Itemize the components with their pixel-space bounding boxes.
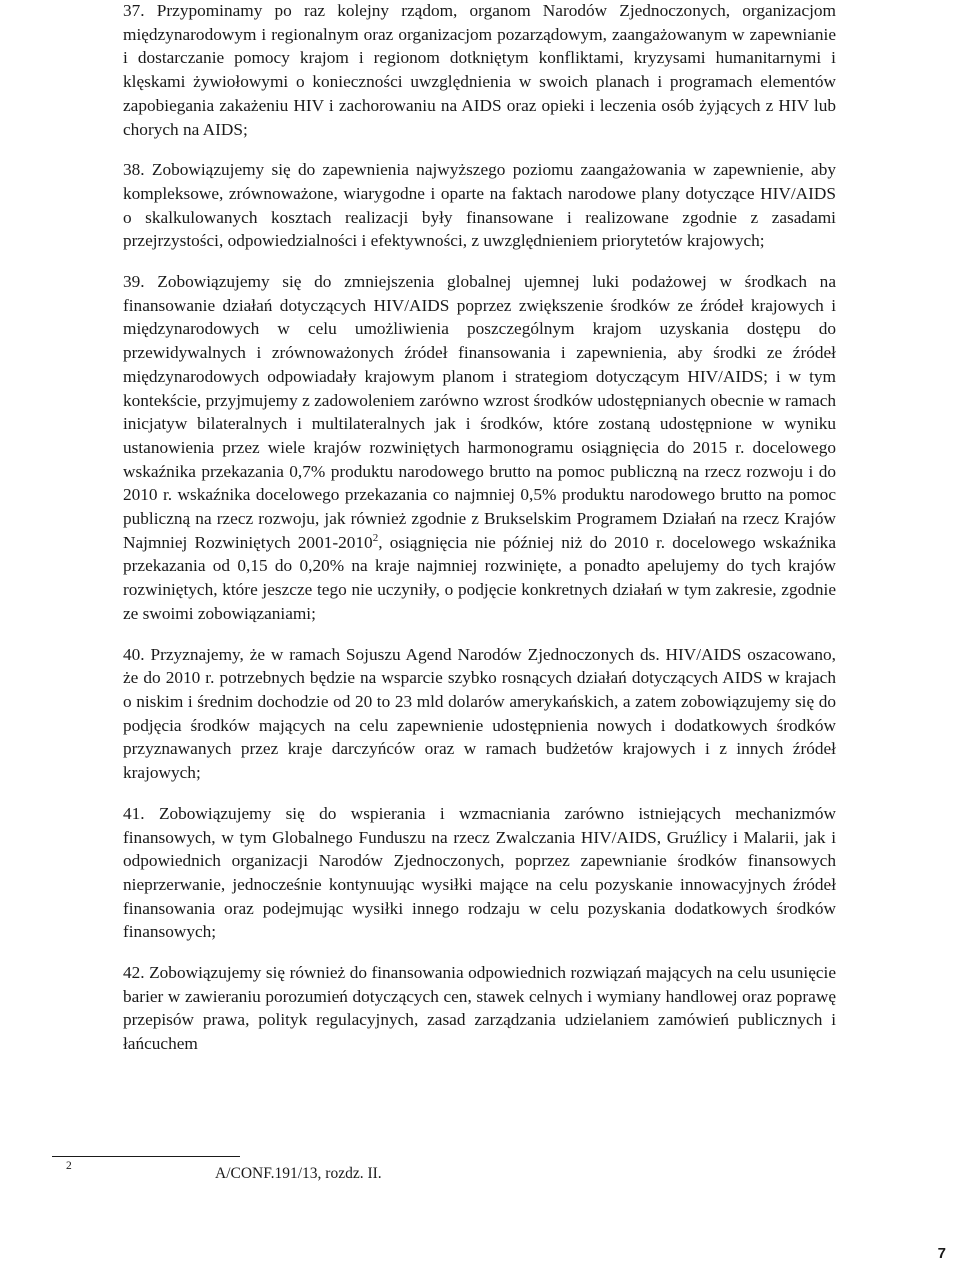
paragraph-42 bbox=[123, 961, 836, 1056]
paragraph-number: 40. bbox=[123, 644, 145, 664]
paragraph-number: 41. bbox=[123, 803, 145, 823]
paragraph-41 bbox=[123, 802, 836, 944]
paragraph-text: Zobowiązujemy się do wspierania i wzmacniania zarówno istniejących mechanizmów finansowych, w tym Globalnego Funduszu na rzecz Zwalczania HIV/AIDS, Gruźlicy i Malarii, jak i odpowiednich organizacji Narodów Zjednoczonych, poprzez zapewnianie środków finansowych nieprzerwanie, jednocześnie kontynuując wysiłki mające na celu pozyskanie innowacyjnych źródeł finansowania oraz podejmując wysiłki innego rodzaju w celu pozyskania dodatkowych środków finansowych; bbox=[123, 803, 836, 942]
footnote-text: A/CONF.191/13, rozdz. II. bbox=[215, 1165, 382, 1182]
paragraph-number: 42. bbox=[123, 963, 145, 983]
paragraph-39 bbox=[123, 270, 836, 626]
paragraph-text: Przyznajemy, że w ramach Sojuszu Agend Narodów Zjednoczonych ds. HIV/AIDS oszacowano, że do 2010 r. potrzebnych będzie na wsparcie szybko rosnących działań dotyczących AIDS w krajach o niskim i średnim dochodzie od 20 to 23 mld dolarów amerykańskich, a zatem zobowiązujemy się do podjęcia środków mających na celu zapewnienie udostępnienia nowych i dodatkowych środków przyznawanych przez kraje darczyńców oraz w ramach budżetów krajowych i z innych źródeł krajowych; bbox=[123, 644, 836, 783]
paragraph-38 bbox=[123, 158, 836, 253]
paragraph-40 bbox=[123, 643, 836, 785]
paragraph-number: 37. bbox=[123, 1, 145, 20]
paragraph-text-continued: , osiągnięcia nie później niż do 2010 r. docelowego wskaźnika przekazania od 0,15 do 0,20% na kraje najmniej rozwinięte, a ponadto apelujemy do tych krajów rozwiniętych, które jeszcze tego nie uczyniły, o podjęcie konkretnych działań w tym zakresie, zgodnie ze swoimi zobowiązaniami; bbox=[123, 532, 836, 623]
paragraph-37 bbox=[123, 0, 836, 141]
paragraph-text: Zobowiązujemy się do zmniejszenia globalnej ujemnej luki podażowej w środkach na finansowanie działań dotyczących HIV/AIDS poprzez zwiększenie środków ze źródeł krajowych i międzynarodowych w celu umożliwienia poszczególnym krajom uzyskania dostępu do przewidywalnych i zrównoważonych źródeł finansowania i zapewnienia, aby środki ze źródeł międzynarodowych odpowiadały krajowym planom i strategiom dotyczącym HIV/AIDS; i w tym kontekście, przyjmujemy z zadowoleniem zarówno wzrost środków udostępnianych obecnie w ramach inicjatyw bilateralnych i multilateralnych jak i środków, które zostaną udostępnione w wyniku ustanowienia przez wiele krajów rozwiniętych harmonogramu osiągnięcia do 2015 r. docelowego wskaźnika przekazania 0,7% produktu narodowego brutto na pomoc publiczną na rzecz rozwoju i do 2010 r. wskaźnika docelowego przekazania co najmniej 0,5% produktu narodowego brutto na pomoc publiczną na rzecz rozwoju, jak również zgodnie z Brukselskim Programem Działań na rzecz Krajów Najmniej Rozwiniętych 2001-2010 bbox=[123, 272, 836, 552]
document-body bbox=[123, 0, 836, 1073]
footnote-reference[interactable]: 2 bbox=[372, 532, 379, 544]
paragraph-number: 39. bbox=[123, 272, 145, 292]
paragraph-text: Zobowiązujemy się również do finansowania odpowiednich rozwiązań mających na celu usunięcie barier w zawieraniu porozumień dotyczących cen, stawek celnych i wymiany handlowej oraz poprawę przepisów prawa, polityk regulacyjnych, zasad zarządzania udzielaniem zamówień publicznych i łańcuchem bbox=[123, 963, 837, 1054]
paragraph-text: Zobowiązujemy się do zapewnienia najwyższego poziomu zaangażowania w zapewnienie, aby kompleksowe, zrównoważone, wiarygodne i oparte na faktach narodowe plany dotyczące HIV/AIDS o skalkulowanych kosztach realizacji były finansowane i realizowane zgodnie z zasadami przejrzystości, odpowiedzialności i efektywności, z uwzględnieniem priorytetów krajowych; bbox=[123, 160, 836, 251]
page-number: 7 bbox=[937, 1245, 946, 1262]
paragraph-text: Przypominamy po raz kolejny rządom, organom Narodów Zjednoczonych, organizacjom międzynarodowym i regionalnym oraz organizacjom pozarządowym, zaangażowanym w zapewnianie i dostarczanie pomocy krajom i regionom dotkniętym konfliktami, kryzysami humanitarnymi i klęskami żywiołowymi o konieczności uwzględnienia w swoich planach i programach elementów zapobiegania zakażeniu HIV i zachorowaniu na AIDS oraz opieki i leczenia osób żyjących z HIV lub chorych na AIDS; bbox=[123, 1, 836, 139]
paragraph-number: 38. bbox=[123, 160, 145, 180]
footnote-divider bbox=[52, 1156, 240, 1157]
footnote-mark: 2 bbox=[66, 1160, 72, 1172]
